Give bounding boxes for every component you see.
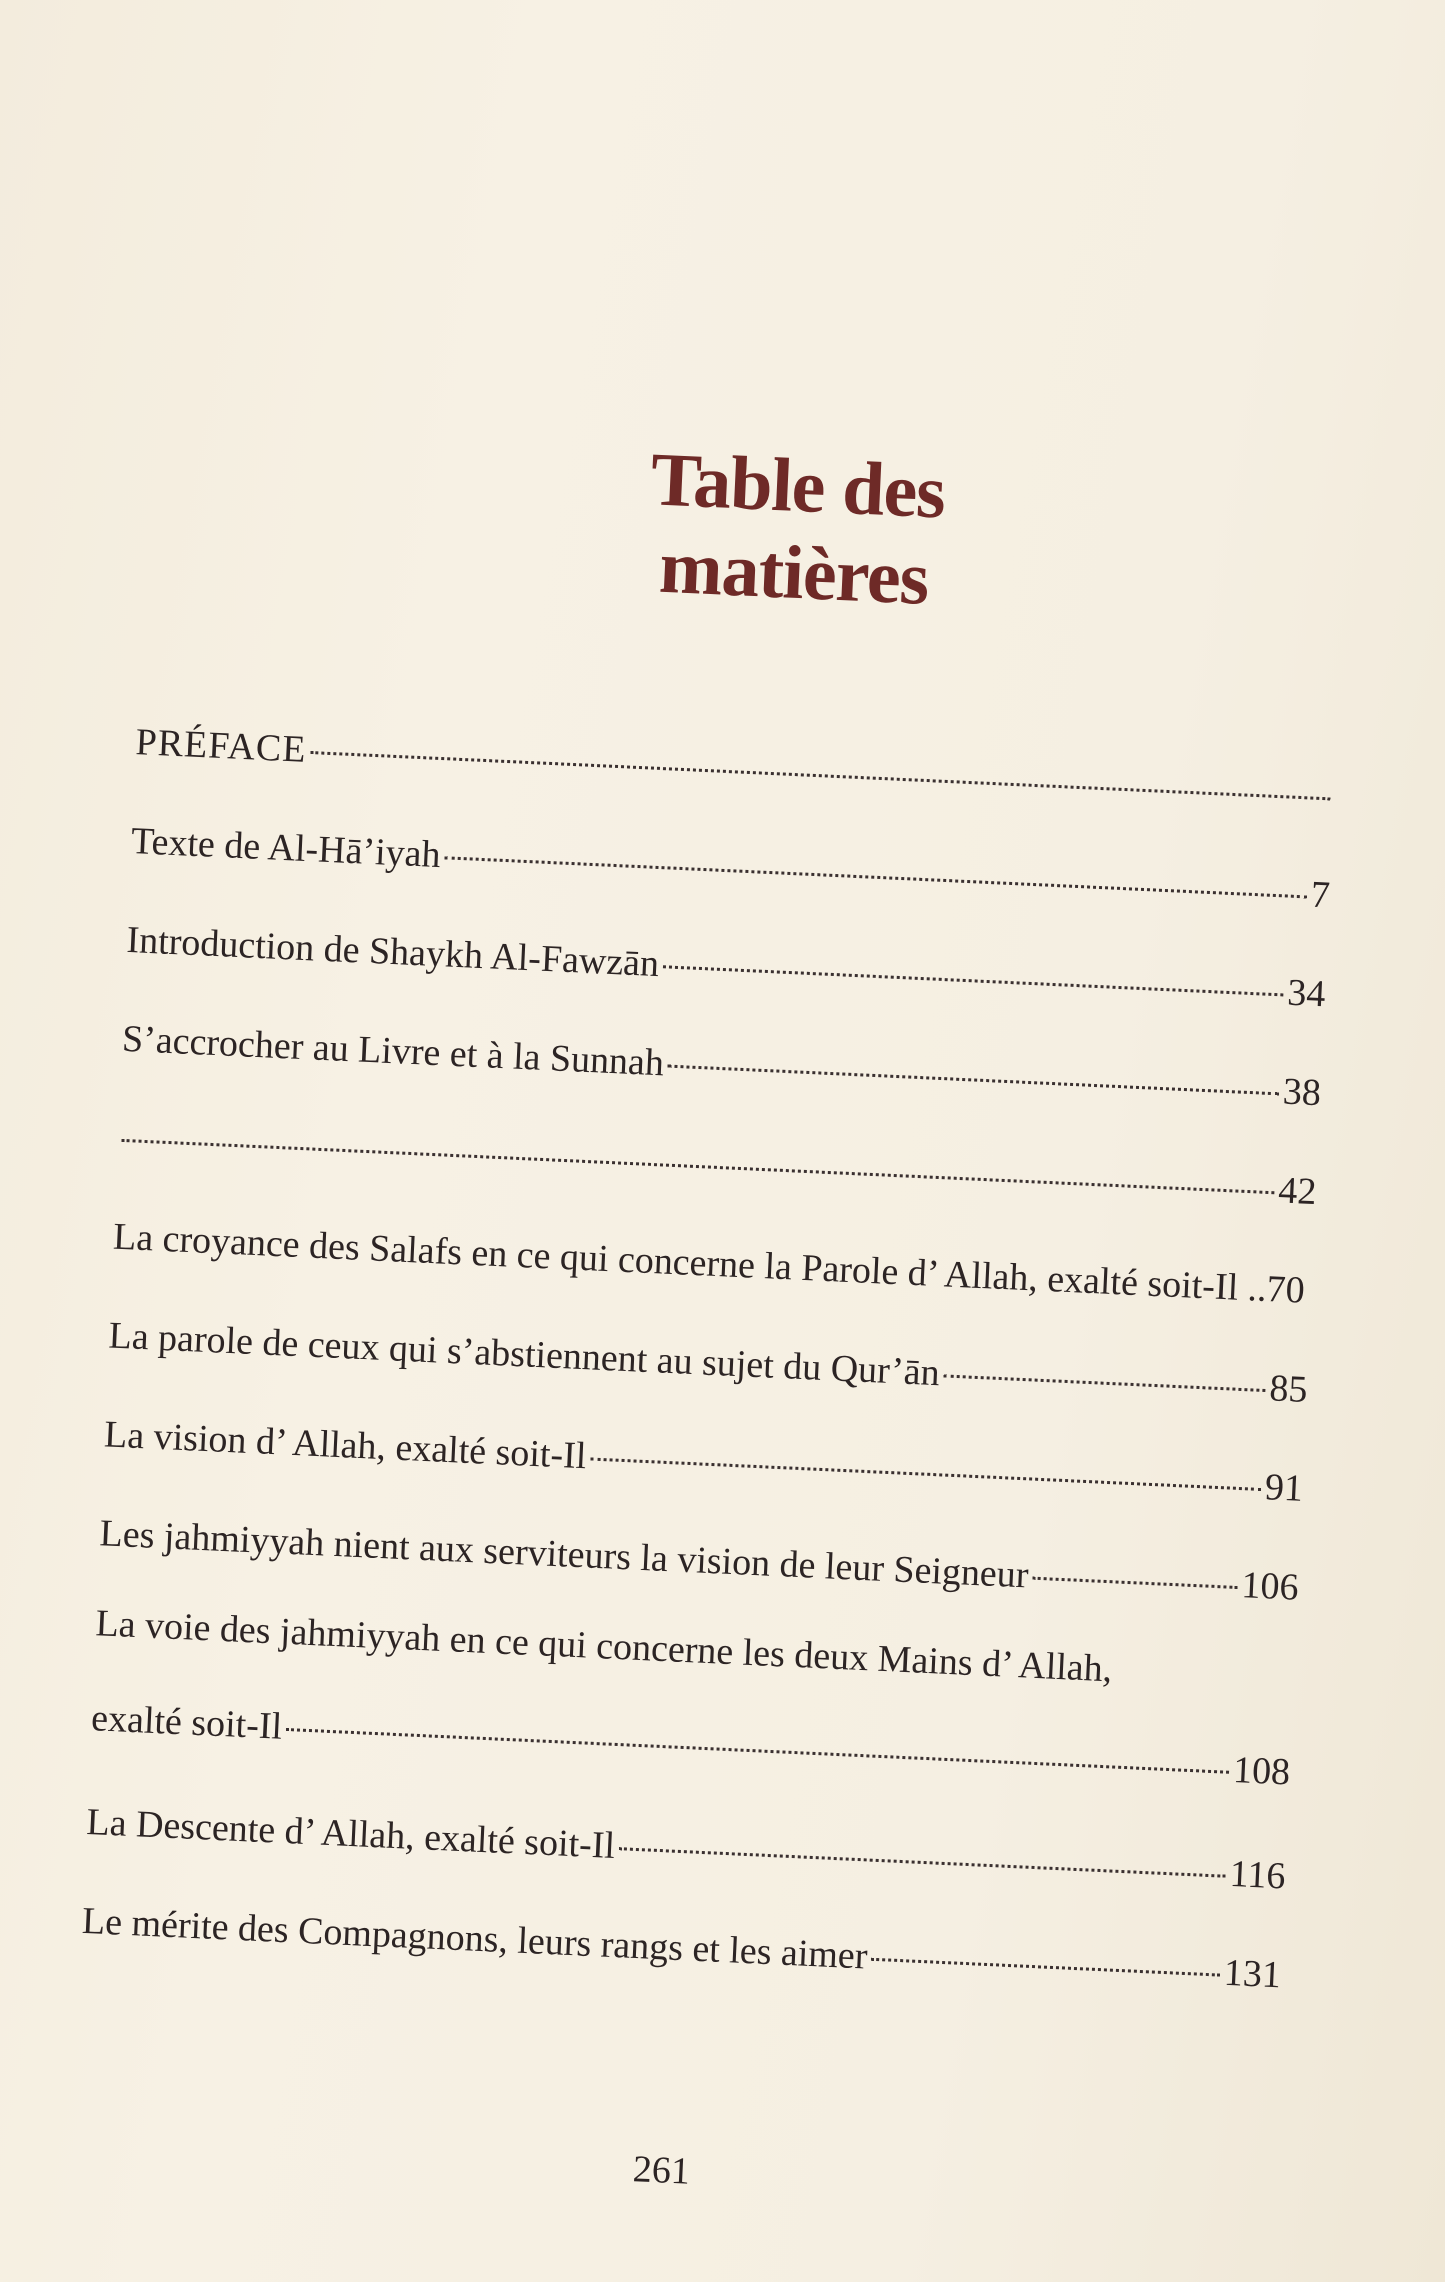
page-title: Table des matières xyxy=(648,437,947,621)
toc-entry-label: La parole de ceux qui s’abstiennent au sujet du Qur’ān xyxy=(107,1314,941,1395)
table-of-contents xyxy=(80,693,1337,2025)
leader-dots xyxy=(310,751,1330,800)
leader-dots xyxy=(121,1139,1274,1194)
leader-dots xyxy=(1032,1577,1237,1589)
toc-entry-page: 7 xyxy=(1309,873,1331,917)
toc-entry-label: exalté soit-Il xyxy=(90,1697,284,1748)
toc-entry-label: La croyance des Salafs en ce qui concerne la Parole d’ Allah, exalté soit-Il .. xyxy=(112,1215,1268,1310)
toc-entry-page: 38 xyxy=(1282,1070,1322,1115)
leader-dots xyxy=(619,1847,1226,1878)
toc-entry-label: Les jahmiyyah nient aux serviteurs la vision de leur Seigneur xyxy=(98,1512,1030,1597)
toc-entry-page: 131 xyxy=(1222,1951,1282,1997)
leader-dots xyxy=(663,965,1284,996)
toc-entry-label: Texte de Al-Hā’iyah xyxy=(130,820,442,877)
toc-entry-page: 116 xyxy=(1228,1852,1287,1898)
toc-entry-page: 108 xyxy=(1232,1748,1292,1794)
toc-entry-page: 42 xyxy=(1277,1169,1318,1214)
leader-dots xyxy=(943,1374,1265,1392)
toc-entry-page: 106 xyxy=(1240,1564,1300,1609)
toc-entry-label: La voie des jahmiyyah en ce qui concerne les deux Mains d’ Allah, xyxy=(94,1602,1114,1691)
leader-dots xyxy=(590,1457,1261,1490)
leader-dots xyxy=(668,1065,1279,1096)
leader-dots xyxy=(871,1958,1220,1977)
toc-entry-page: 70 xyxy=(1265,1268,1306,1312)
toc-entry-label: Introduction de Shaykh Al-Fawzān xyxy=(125,918,661,986)
toc-entry-label: S’accrocher au Livre et à la Sunnah xyxy=(121,1017,665,1085)
toc-entry-label: La vision d’ Allah, exalté soit-Il xyxy=(103,1413,588,1478)
leader-dots xyxy=(444,856,1307,898)
toc-entry-page: 85 xyxy=(1268,1367,1309,1411)
leader-dots xyxy=(286,1728,1229,1774)
toc-entry-label: Le mérite des Compagnons, leurs rangs et les aimer xyxy=(81,1899,869,1978)
toc-entry-page: 91 xyxy=(1264,1466,1304,1510)
toc-entry-label: La Descente d’ Allah, exalté soit-Il xyxy=(85,1801,616,1867)
page-number: 261 xyxy=(631,2148,691,2193)
toc-entry-label: PRÉFACE xyxy=(134,721,308,771)
toc-entry-page: 34 xyxy=(1286,971,1327,1016)
